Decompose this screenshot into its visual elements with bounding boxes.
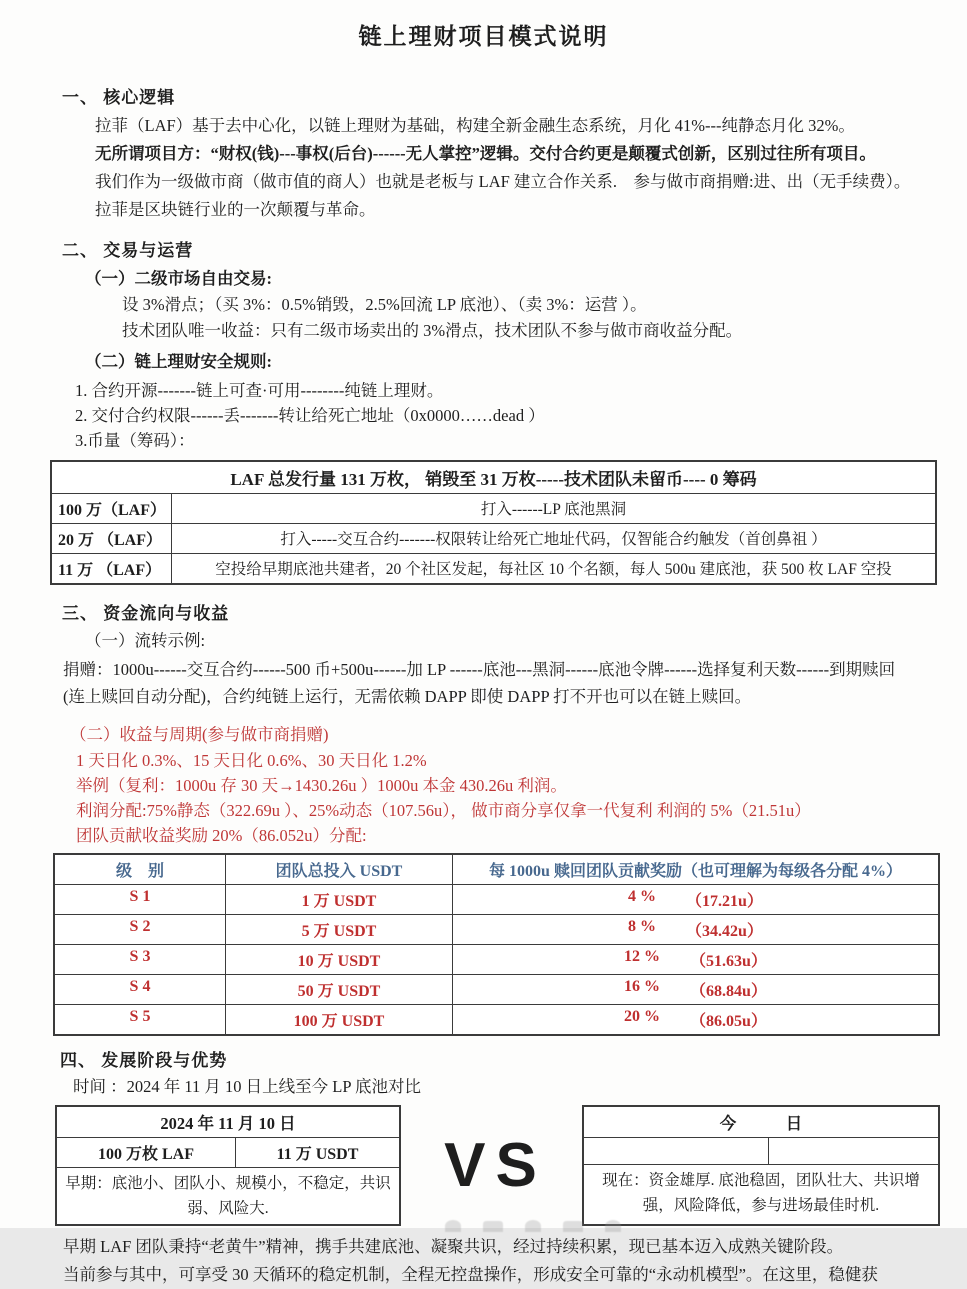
income-line: 团队贡献收益奖励 20%（86.052u）分配: xyxy=(76,826,367,845)
level-cell: S 3 xyxy=(129,948,151,965)
level-cell: S 1 xyxy=(129,888,151,905)
reward-amt: （34.42u） xyxy=(686,923,763,940)
reward-pct: 4 % xyxy=(628,888,657,905)
closing-line: 当前参与其中，可享受 30 天循环的稳定机制，全程无控盘操作，形成安全可靠的“永动机模型”。在这里，稳健获 xyxy=(63,1265,878,1284)
section-stage xyxy=(60,1046,967,1099)
invest-cell: 5 万 USDT xyxy=(225,915,452,944)
closing-line: 早期 LAF 团队秉持“老黄牛”精神，携手共建底池、凝聚共识，经过持续积累，现已基本迈入成熟关键阶段。 xyxy=(63,1237,844,1256)
right-table-cells xyxy=(584,1138,938,1165)
safety-rule: 1. 合约开源-------链上可查·可用--------纯链上理财。 xyxy=(75,381,444,400)
flow-line: 捐赠：1000u------交互合约------500 币+500u------加 LP ------底池---黑洞------底池令牌------选择复利天数------到期赎回 xyxy=(63,660,896,679)
invest-cell: 100 万 USDT xyxy=(225,1005,452,1034)
reward-cell xyxy=(452,885,938,914)
token-desc-cell: 打入-----交互合约-------权限转让给死亡地址代码，仅智能合约触发（首创鼻祖 ） xyxy=(280,531,827,548)
sub-heading-safety: （二）链上理财安全规则: xyxy=(85,352,272,371)
table-header-row xyxy=(55,855,938,885)
table-row xyxy=(55,945,938,975)
reward-amt: （68.84u） xyxy=(690,983,767,1000)
table-row xyxy=(55,915,938,945)
token-amount-cell: 100 万（LAF） xyxy=(52,494,172,523)
vs-divider xyxy=(401,1105,582,1226)
invest-cell: 1 万 USDT xyxy=(225,885,452,914)
reward-amt: （17.21u） xyxy=(686,893,763,910)
section-heading-trading: 二、 交易与运营 xyxy=(62,241,194,260)
table-row xyxy=(55,1005,938,1034)
closing-paragraph xyxy=(63,1233,935,1289)
left-table-cells xyxy=(57,1138,399,1168)
core-line: 无所谓项目方：“财权(钱)---事权(后台)------无人掌控”逻辑。交付合约更是颠覆式创新，区别过往所有项目。 xyxy=(95,144,876,163)
vs-label: VS xyxy=(444,1130,547,1200)
table-row xyxy=(52,524,935,554)
column-header-invest: 团队总投入 USDT xyxy=(225,855,452,884)
reward-pct: 12 % xyxy=(624,948,661,965)
invest-cell: 50 万 USDT xyxy=(225,975,452,1004)
section-trading xyxy=(62,236,967,453)
income-line: 举例（复利：1000u 存 30 天→1430.26u ）1000u 本金 430.26u 利润。 xyxy=(76,776,567,795)
team-reward-table xyxy=(53,853,940,1036)
left-cell-usdt: 11 万 USDT xyxy=(235,1138,399,1167)
table-row xyxy=(55,885,938,915)
invest-cell: 10 万 USDT xyxy=(225,945,452,974)
table-row xyxy=(52,554,935,583)
sub-heading-flow-example: （一）流转示例: xyxy=(85,631,206,650)
reward-amt: （51.63u） xyxy=(690,953,767,970)
reward-pct: 8 % xyxy=(628,918,657,935)
watermark-glyph xyxy=(445,1220,461,1232)
watermark-glyph xyxy=(605,1220,621,1232)
reward-pct: 20 % xyxy=(624,1008,661,1025)
reward-cell xyxy=(452,975,938,1004)
left-table-desc: 早期：底池小、团队小、规模小，不稳定，共识弱、风险大. xyxy=(65,1175,391,1217)
core-line: 我们作为一级做市商（做市值的商人）也就是老板与 LAF 建立合作关系. 参与做市商捐赠:进、出（无手续费）。 xyxy=(95,172,911,191)
flow-line: (连上赎回自动分配)，合约纯链上运行，无需依赖 DAPP 即使 DAPP 打不开也可以在链上赎回。 xyxy=(63,687,752,706)
reward-pct: 16 % xyxy=(624,978,661,995)
level-cell: S 4 xyxy=(129,978,151,995)
level-cell: S 5 xyxy=(129,1008,151,1025)
reward-cell xyxy=(452,1005,938,1034)
safety-rule: 3.币量（筹码）： xyxy=(75,431,195,450)
token-amount-cell: 20 万 （LAF） xyxy=(52,524,172,553)
section-heading-funds: 三、 资金流向与收益 xyxy=(62,604,230,623)
income-line: 1 天日化 0.3%、15 天日化 0.6%、30 天日化 1.2% xyxy=(76,751,427,770)
core-line: 拉菲（LAF）基于去中心化，以链上理财为基础，构建全新金融生态系统，月化 41%---纯静态月化 32%。 xyxy=(95,116,855,135)
table-row xyxy=(55,975,938,1005)
token-desc-cell: 空投给早期底池共建者，20 个社区发起，每社区 10 个名额，每人 500u 建底池，获 500 枚 LAF 空投 xyxy=(215,561,892,578)
section-income-period xyxy=(70,722,967,848)
token-amount-cell: 11 万 （LAF） xyxy=(52,554,172,583)
token-supply-table xyxy=(50,460,937,585)
comparison-left-table xyxy=(55,1105,401,1226)
reward-amt: （86.05u） xyxy=(690,1013,767,1030)
income-heading: （二）收益与周期(参与做市商捐赠) xyxy=(70,725,329,744)
watermark-glyph xyxy=(525,1220,541,1232)
reward-cell xyxy=(452,915,938,944)
table-row xyxy=(52,494,935,524)
watermark xyxy=(445,1220,621,1232)
trading-line: 技术团队唯一收益：只有二级市场卖出的 3%滑点，技术团队不参与做市商收益分配。 xyxy=(122,321,743,340)
section-heading-stage: 四、 发展阶段与优势 xyxy=(60,1051,228,1070)
right-table-desc: 现在：资金雄厚. 底池稳固，团队壮大、共识增强，风险降低，参与进场最佳时机. xyxy=(602,1172,920,1214)
left-table-header: 2024 年 11 月 10 日 xyxy=(57,1107,399,1138)
column-header-reward: 每 1000u 赎回团队贡献奖励（也可理解为每级各分配 4%） xyxy=(452,855,938,884)
section-core-logic xyxy=(62,83,967,224)
right-table-header: 今 日 xyxy=(584,1107,938,1138)
comparison-tables xyxy=(55,1105,940,1226)
trading-line: 设 3%滑点；（买 3%：0.5%销毁，2.5%回流 LP 底池）、（卖 3%：运营 ）。 xyxy=(122,295,647,314)
section-heading-core: 一、 核心逻辑 xyxy=(62,88,176,107)
stage-time-line: 时间 ：2024 年 11 月 10 日上线至今 LP 底池对比 xyxy=(73,1077,422,1096)
token-desc-cell: 打入------LP 底池黑洞 xyxy=(480,501,627,518)
right-cell-empty xyxy=(584,1138,768,1164)
left-cell-laf: 100 万枚 LAF xyxy=(97,1146,194,1163)
income-line: 利润分配:75%静态（322.69u ）、25%动态（107.56u）， 做市商分享仅拿一代复利 利润的 5%（21.51u） xyxy=(76,801,811,820)
section-funds-flow xyxy=(62,599,967,710)
level-cell: S 2 xyxy=(129,918,151,935)
reward-cell xyxy=(452,945,938,974)
sub-heading-market: （一）二级市场自由交易: xyxy=(85,269,272,288)
right-cell-empty xyxy=(768,1138,938,1164)
watermark-glyph xyxy=(563,1221,583,1232)
safety-rule: 2. 交付合约权限------丢-------转让给死亡地址（0x0000……dead ） xyxy=(75,406,545,425)
core-line: 拉菲是区块链行业的一次颠覆与革命。 xyxy=(95,200,376,219)
column-header-level: 级 别 xyxy=(115,863,164,880)
token-supply-table-header: LAF 总发行量 131 万枚， 销毁至 31 万枚-----技术团队未留币---- 0 筹码 xyxy=(52,462,935,494)
comparison-right-table xyxy=(582,1105,940,1226)
watermark-glyph xyxy=(483,1221,503,1232)
page-title: 链上理财项目模式说明 xyxy=(358,24,609,49)
